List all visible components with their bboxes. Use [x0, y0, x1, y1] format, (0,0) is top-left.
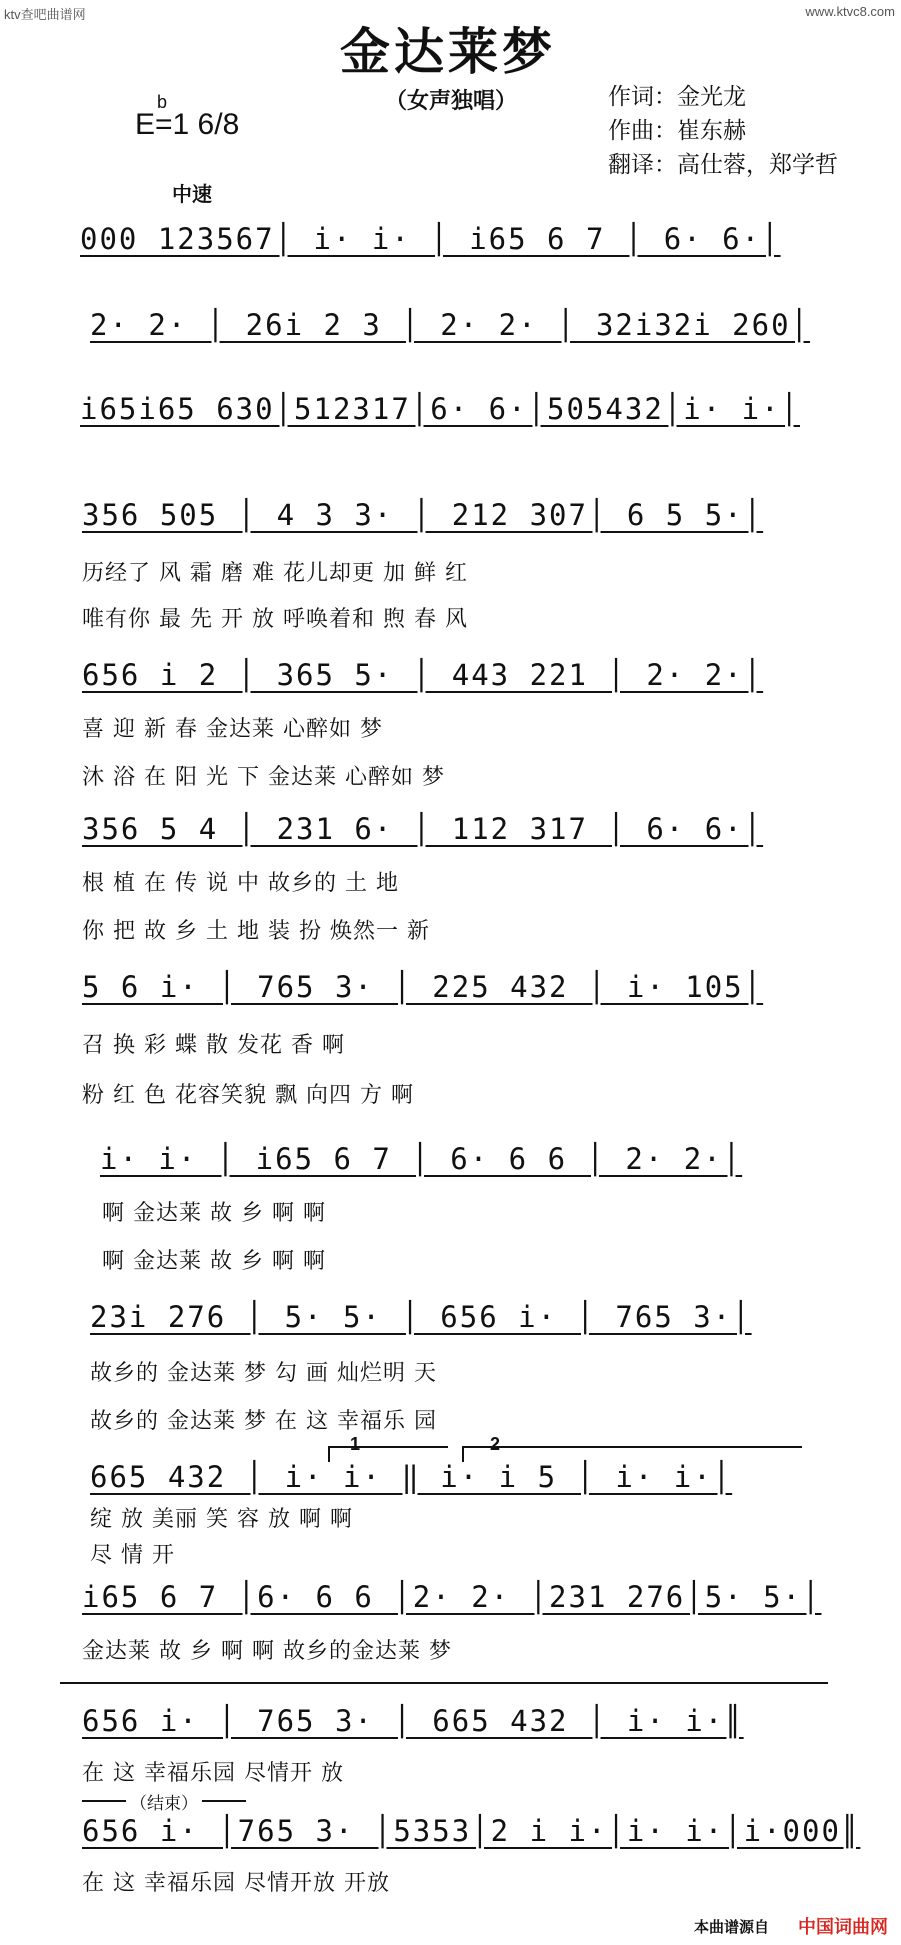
- lyric-row-9-verse-2: 故乡的 金达莱 梦 在 这 幸福乐 园: [90, 1409, 437, 1434]
- key-signature: E=1 6/8: [135, 108, 240, 141]
- lyric-row-5-verse-2: 沐 浴 在 阳 光 下 金达莱 心醉如 梦: [82, 765, 445, 790]
- key-flat-sign: b: [157, 92, 168, 112]
- watermark-bottom-label: 本曲谱源自: [694, 1918, 770, 1936]
- section-divider: [60, 1682, 828, 1684]
- volta-1-label: 1: [350, 1434, 361, 1454]
- credit-composer: 作曲：崔东赫: [608, 118, 746, 144]
- ending-label: （结束）: [130, 1794, 198, 1814]
- notation-row-6: 356 5 4 │ 231 6· │ 112 317 │ 6· 6·│: [82, 812, 764, 846]
- credit-lyricist: 作词：金光龙: [608, 84, 746, 110]
- lyric-row-12: 在 这 幸福乐园 尽情开 放: [82, 1761, 344, 1786]
- notation-row-4: 356 505 │ 4 3 3· │ 212 307│ 6 5 5·│: [82, 498, 764, 532]
- lyric-row-11: 金达莱 故 乡 啊 啊 故乡的金达莱 梦: [82, 1639, 452, 1664]
- lyric-row-7-verse-1: 召 换 彩 蝶 散 发花 香 啊: [82, 1033, 345, 1058]
- credit-translator: 翻译：高仕蓉，郑学哲: [608, 152, 838, 178]
- ending-line-left: [82, 1800, 126, 1802]
- lyric-row-7-verse-2: 粉 红 色 花容笑貌 飘 向四 方 啊: [82, 1083, 414, 1108]
- lyric-row-8-verse-2: 啊 金达莱 故 乡 啊 啊: [102, 1249, 326, 1274]
- lyric-row-6-verse-1: 根 植 在 传 说 中 故乡的 土 地: [82, 871, 399, 896]
- watermark-top-right: www.ktvc8.com: [805, 4, 895, 19]
- volta-2-bracket: [462, 1446, 802, 1448]
- tempo-marking: 中速: [172, 182, 212, 206]
- notation-row-13: 656 i· │765 3· │5353│2 i i·│i· i·│i·000║: [82, 1814, 861, 1848]
- lyric-row-13: 在 这 幸福乐园 尽情开放 开放: [82, 1871, 390, 1896]
- volta-2-label: 2: [490, 1434, 501, 1454]
- lyric-row-5-verse-1: 喜 迎 新 春 金达莱 心醉如 梦: [82, 717, 383, 742]
- lyric-row-10-verse-1: 绽 放 美丽 笑 容 放 啊 啊: [90, 1507, 353, 1532]
- notation-row-12: 656 i· │ 765 3· │ 665 432 │ i· i·║: [82, 1704, 744, 1738]
- notation-row-9: 23i 276 │ 5· 5· │ 656 i· │ 765 3·│: [90, 1300, 752, 1334]
- song-title: 金达莱梦: [340, 22, 556, 81]
- notation-row-11: i65 6 7 │6· 6 6 │2· 2· │231 276│5· 5·│: [82, 1580, 822, 1614]
- notation-row-7: 5 6 i· │ 765 3· │ 225 432 │ i· 105│: [82, 970, 764, 1004]
- lyric-row-9-verse-1: 故乡的 金达莱 梦 勾 画 灿烂明 天: [90, 1361, 437, 1386]
- notation-row-3: i65i65 630│512317│6· 6·│505432│i· i·│: [80, 392, 801, 426]
- notation-row-2: 2· 2· │ 26i 2 3 │ 2· 2· │ 32i32i 260│: [90, 308, 811, 342]
- lyric-row-10-verse-2: 尽 情 开: [90, 1543, 175, 1568]
- ending-line-right: [202, 1800, 246, 1802]
- song-subtitle: （女声独唱）: [385, 88, 518, 114]
- notation-row-5: 656 i 2 │ 365 5· │ 443 221 │ 2· 2·│: [82, 658, 764, 692]
- watermark-bottom-brand: 中国词曲网: [798, 1917, 888, 1938]
- watermark-top-left: ktv查吧曲谱网: [4, 7, 86, 22]
- lyric-row-4-verse-2: 唯有你 最 先 开 放 呼唤着和 煦 春 风: [82, 607, 468, 632]
- notation-row-8: i· i· │ i65 6 7 │ 6· 6 6 │ 2· 2·│: [100, 1142, 743, 1176]
- lyric-row-4-verse-1: 历经了 风 霜 磨 难 花儿却更 加 鲜 红: [82, 561, 468, 586]
- lyric-row-6-verse-2: 你 把 故 乡 土 地 装 扮 焕然一 新: [82, 919, 430, 944]
- volta-1-bracket: [328, 1446, 448, 1448]
- notation-row-10: 665 432 │ i· i· ‖ i· i 5 │ i· i·│: [90, 1460, 733, 1494]
- lyric-row-8-verse-1: 啊 金达莱 故 乡 啊 啊: [102, 1201, 326, 1226]
- notation-row-1: 000 123567│ i· i· │ i65 6 7 │ 6· 6·│: [80, 222, 781, 256]
